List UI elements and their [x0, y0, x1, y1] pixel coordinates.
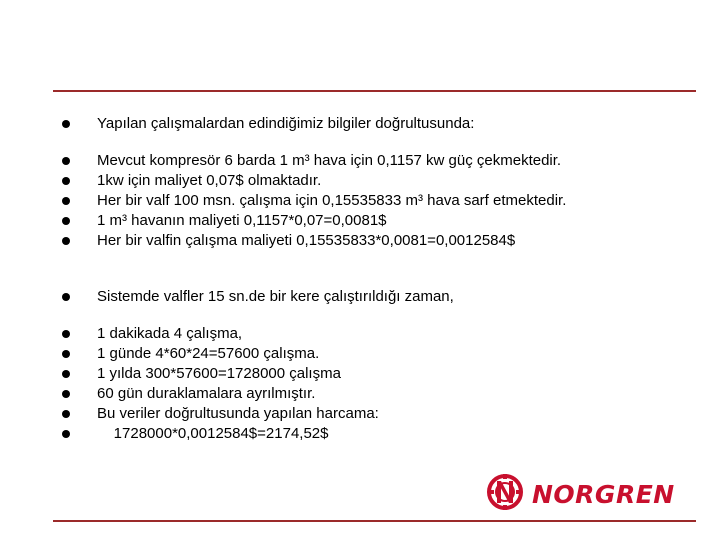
- norgren-emblem-icon: [486, 473, 698, 511]
- bullet-text: 1 yılda 300*57600=1728000 çalışma: [97, 365, 341, 382]
- bullet-text: 1kw için maliyet 0,07$ olmaktadır.: [97, 172, 322, 189]
- bullet-item: [0, 171, 720, 191]
- bullet-item: [0, 344, 720, 364]
- bullet-item: [0, 191, 720, 211]
- logo-text: NORGREN: [532, 480, 675, 509]
- bullet-text: 1 m³ havanın maliyeti 0,1157*0,07=0,0081$: [97, 212, 387, 229]
- bullet-text: 1 günde 4*60*24=57600 çalışma.: [97, 345, 320, 362]
- bullet-item: [0, 211, 720, 231]
- bullet-item: [0, 364, 720, 384]
- bullet-dot-icon: [62, 350, 70, 358]
- bullet-dot-icon: [62, 197, 70, 205]
- bullet-dot-icon: [62, 177, 70, 185]
- bullet-dot-icon: [62, 410, 70, 418]
- bullet-dot-icon: [62, 157, 70, 165]
- bullet-text: Her bir valf 100 msn. çalışma için 0,15535833 m³ hava sarf etmektedir.: [97, 192, 567, 209]
- bullet-item: [0, 114, 720, 134]
- bullet-dot-icon: [62, 430, 70, 438]
- bullet-item: [0, 287, 720, 307]
- bullet-dot-icon: [62, 293, 70, 301]
- bullet-dot-icon: [62, 330, 70, 338]
- bottom-divider: [53, 520, 696, 522]
- bullet-item: [0, 424, 720, 444]
- bullet-text: Her bir valfin çalışma maliyeti 0,15535833*0,0081=0,0012584$: [97, 232, 516, 249]
- bullet-item: [0, 384, 720, 404]
- bullet-dot-icon: [62, 120, 70, 128]
- bullet-text: Sistemde valfler 15 sn.de bir kere çalıştırıldığı zaman,: [97, 288, 454, 305]
- bullet-dot-icon: [62, 237, 70, 245]
- bullet-dot-icon: [62, 390, 70, 398]
- bullet-item: [0, 231, 720, 251]
- bullet-dot-icon: [62, 217, 70, 225]
- bullet-text: Yapılan çalışmalardan edindiğimiz bilgiler doğrultusunda:: [97, 115, 475, 132]
- bullet-text: 60 gün duraklamalara ayrılmıştır.: [97, 385, 316, 402]
- bullet-text: 1728000*0,0012584$=2174,52$: [97, 425, 329, 442]
- bullet-text: Mevcut kompresör 6 barda 1 m³ hava için 0,1157 kw güç çekmektedir.: [97, 152, 562, 169]
- norgren-logo: [486, 473, 698, 511]
- bullet-text: 1 dakikada 4 çalışma,: [97, 325, 243, 342]
- bullet-item: [0, 404, 720, 424]
- bullet-item: [0, 151, 720, 171]
- bullet-text: Bu veriler doğrultusunda yapılan harcama:: [97, 405, 379, 422]
- bullet-dot-icon: [62, 370, 70, 378]
- bullet-item: [0, 324, 720, 344]
